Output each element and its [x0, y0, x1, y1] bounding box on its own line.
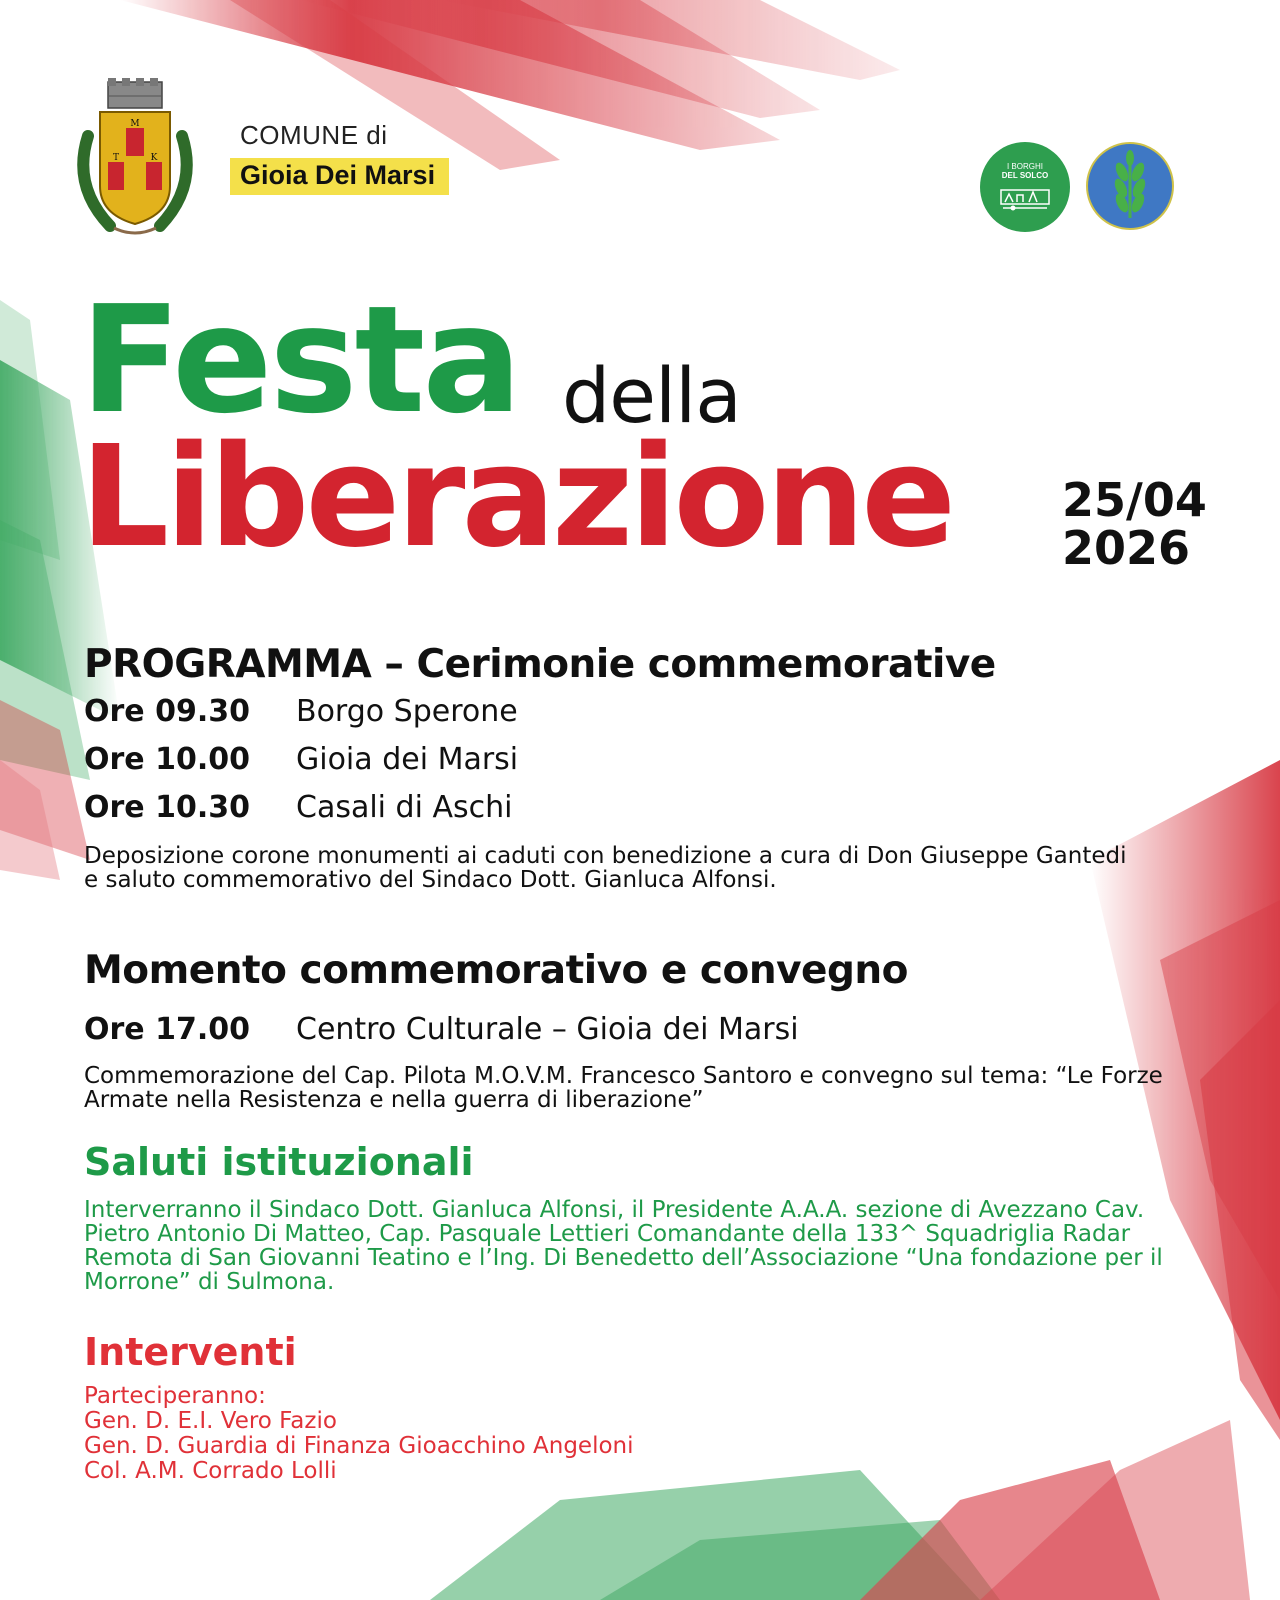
- interventi-line: Parteciperanno:: [84, 1383, 266, 1409]
- interventi-line: Gen. D. Guardia di Finanza Gioacchino Angeloni: [84, 1433, 634, 1459]
- title-liberazione: Liberazione: [80, 416, 953, 579]
- programma-item: [84, 742, 518, 777]
- programma-item: [84, 694, 518, 729]
- borghi-logo-line1: I BORGHI: [1006, 162, 1043, 171]
- momento-item: [84, 1012, 799, 1047]
- crest-letter-m: M: [130, 119, 140, 129]
- title-della: della: [562, 351, 741, 440]
- event-date-year: 2026: [1062, 521, 1191, 575]
- interventi-line: Col. A.M. Corrado Lolli: [84, 1458, 337, 1484]
- comune-name: Gioia Dei Marsi: [230, 158, 449, 195]
- borghi-del-solco-logo: [980, 142, 1070, 232]
- programma-place: Borgo Sperone: [296, 694, 518, 729]
- programma-heading: PROGRAMMA – Cerimonie commemorative: [84, 642, 996, 687]
- saluti-heading: Saluti istituzionali: [84, 1140, 474, 1184]
- momento-time: Ore 17.00: [84, 1012, 250, 1047]
- crest-letter-k: K: [150, 153, 158, 163]
- programma-description: Deposizione corone monumenti ai caduti con benedizione a cura di Don Giuseppe Gantedi e saluto commemorativo del Sindaco Dott. Gianluca Alfonsi.: [84, 843, 1127, 893]
- momento-description: Commemorazione del Cap. Pilota M.O.V.M. Francesco Santoro e convegno sul tema: “Le Forze Armate nella Resistenza e nella guerra di liberazione”: [84, 1063, 1163, 1113]
- comune-label: COMUNE di: [240, 120, 388, 150]
- borghi-logo-line2: DEL SOLCO: [1001, 171, 1049, 180]
- wheat-logo: [1086, 142, 1174, 230]
- crest-letter-t: T: [112, 153, 120, 163]
- wheat-icon: [1088, 144, 1172, 228]
- interventi-line: Gen. D. E.I. Vero Fazio: [84, 1408, 337, 1434]
- programma-time: Ore 09.30: [84, 694, 250, 729]
- interventi-heading: Interventi: [84, 1330, 297, 1374]
- interventi-list: [84, 1384, 634, 1484]
- event-date: [1062, 473, 1207, 575]
- municipal-crest-icon: [70, 76, 200, 244]
- saluti-description: Interverranno il Sindaco Dott. Gianluca Alfonsi, il Presidente A.A.A. sezione di Avezzano Cav. Pietro Antonio Di Matteo, Cap. Pasquale Lettieri Comandante della 133^ Squadriglia Radar Remota di San Giovanni Teatino e l’Ing. Di Benedetto dell’Associazione “Una fondazione per il Morrone” di Sulmona.: [84, 1197, 1163, 1295]
- programma-time: Ore 10.30: [84, 790, 250, 825]
- programma-time: Ore 10.00: [84, 742, 250, 777]
- programma-item: [84, 790, 512, 825]
- village-tractor-icon: [999, 184, 1051, 212]
- programma-place: Gioia dei Marsi: [296, 742, 519, 777]
- programma-place: Casali di Aschi: [296, 790, 513, 825]
- momento-heading: Momento commemorativo e convegno: [84, 948, 908, 993]
- event-date-day: 25/04: [1062, 473, 1207, 527]
- title-festa: Festa: [80, 274, 520, 446]
- momento-place: Centro Culturale – Gioia dei Marsi: [296, 1012, 799, 1047]
